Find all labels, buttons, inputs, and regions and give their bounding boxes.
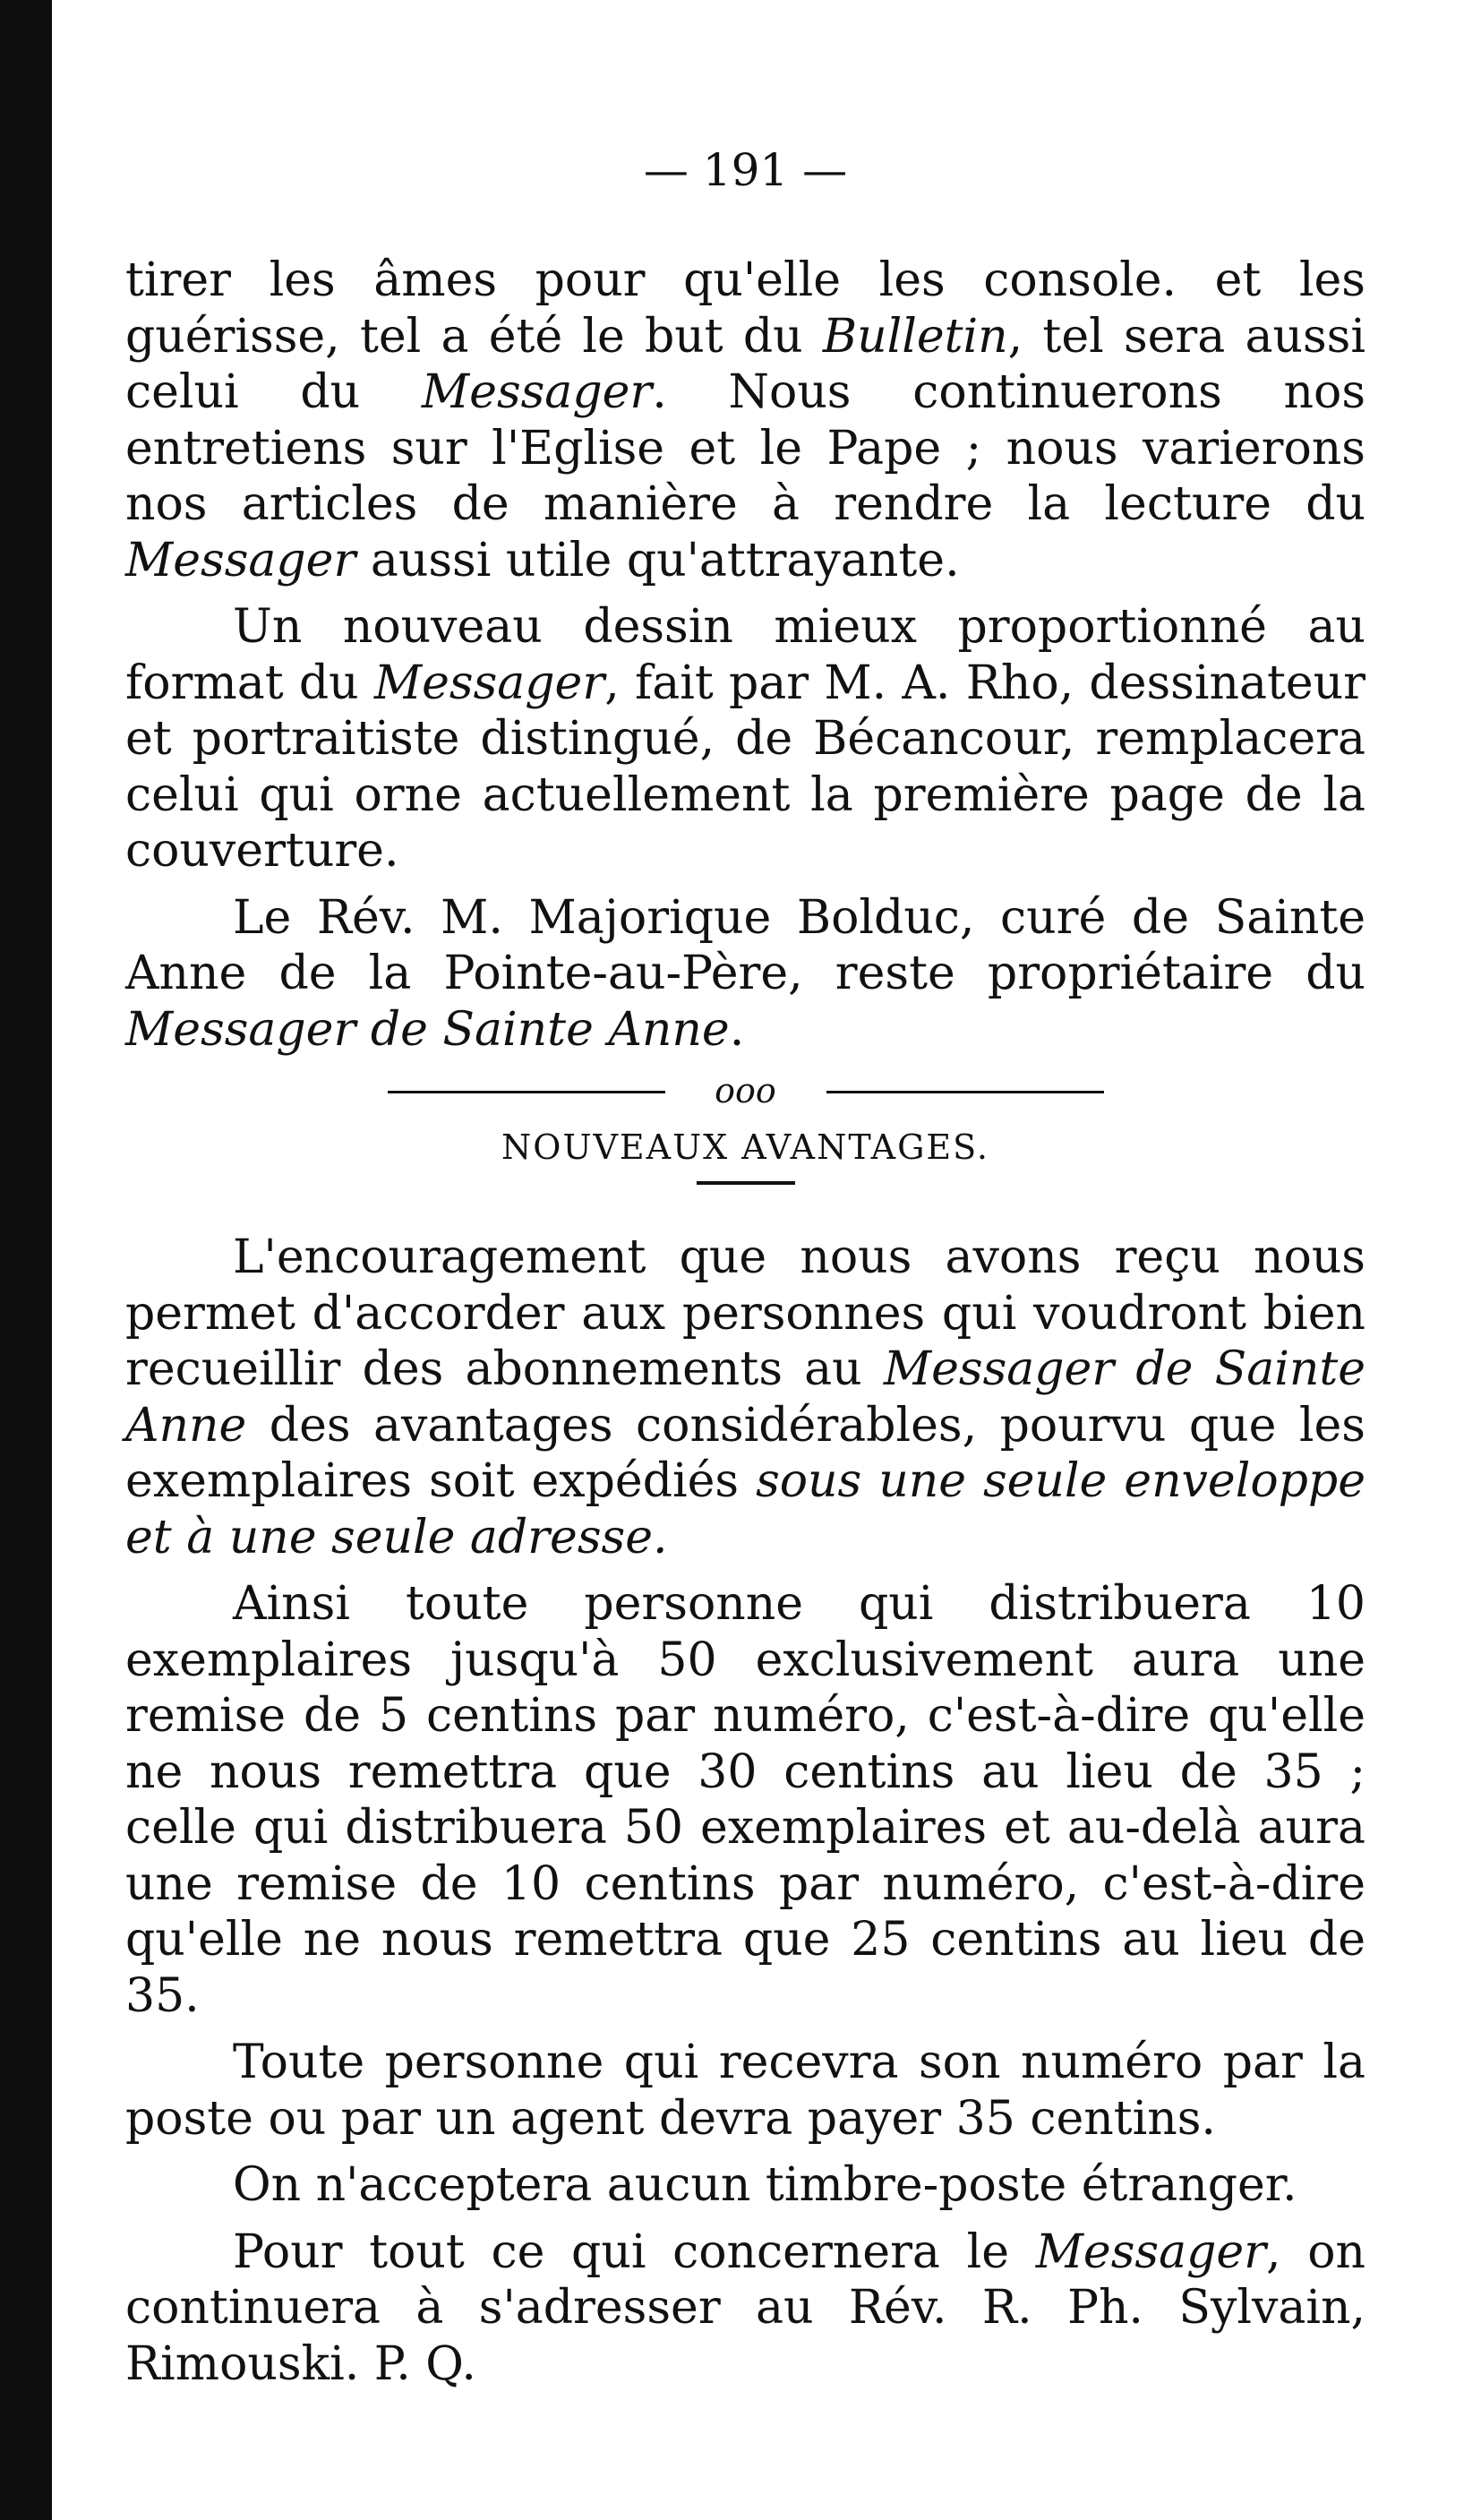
- paragraph: [125, 2035, 1365, 2147]
- text-run: . Nous continuerons nos entretiens sur l'Eglise et le Pape ; nous varierons nos articles de manière à rendre la lecture du: [125, 365, 1366, 531]
- divider-line-right: [826, 1091, 1104, 1093]
- paragraph: [125, 599, 1365, 879]
- text-run: L'encouragement que nous avons reçu nous permet d'accorder aux personnes qui voudront bien recueillir des abonnements au: [125, 1230, 1365, 1396]
- section-divider: [388, 1068, 1104, 1113]
- heading-underline: [697, 1181, 795, 1185]
- italic-text: Messager: [421, 365, 653, 419]
- text-run: Le Rév. M. Majorique Bolduc, curé de Sainte Anne de la Pointe-au-Père, reste propriétaire du: [125, 890, 1365, 1000]
- section-heading: NOUVEAUX AVANTAGES.: [501, 1127, 989, 1167]
- italic-text: Bulletin: [822, 309, 1008, 364]
- italic-text: Messager: [125, 533, 356, 587]
- text-run: tirer les âmes pour qu'elle les console. et les guérisse, tel a été le but du: [125, 253, 1365, 364]
- text-run: , on continuera à s'adresser au Rév. R. Ph. Sylvain, Rimouski. P. Q.: [125, 2224, 1366, 2391]
- text-run: , tel sera aussi celui du: [125, 309, 1365, 419]
- scan-edge-shadow: [0, 0, 52, 2520]
- paragraph: [125, 2157, 1365, 2214]
- paragraph: [125, 2224, 1365, 2393]
- paragraph: [125, 253, 1365, 588]
- paragraph: [125, 1576, 1365, 2024]
- document-page: [125, 134, 1365, 2392]
- top-paragraphs: [125, 253, 1365, 1058]
- divider-ornament: ooo: [715, 1071, 776, 1110]
- page-number: — 191 —: [643, 144, 848, 196]
- text-run: , fait par M. A. Rho, dessinateur et portraitiste distingué, de Bécancour, remplacera celui qui orne actuellement la première page de la couverture.: [125, 656, 1365, 878]
- text-run: Un nouveau dessin mieux proportionné au format du: [125, 600, 1365, 710]
- text-run: Ainsi toute personne qui distribuera 10 exemplaires jusqu'à 50 exclusivement aura une remise de 5 centins par numéro, c'est-à-dire qu'elle ne nous remettra que 30 centins au lieu de 35 ; celle qui distribuera 50 exemplaires et au-delà aura une remise de 10 centins par numéro, c'est-à-dire qu'elle ne nous remettra que 25 centins au lieu de 35.: [125, 1577, 1365, 2023]
- italic-text: Messager de Sainte Anne: [125, 1342, 1365, 1453]
- italic-text: Messager: [373, 656, 605, 710]
- italic-text: Messager: [1035, 2224, 1266, 2279]
- paragraph: [125, 1230, 1365, 1565]
- text-run: Pour tout ce qui concernera le: [233, 2224, 1036, 2279]
- italic-text: sous une seule enveloppe et à une seule adresse.: [125, 1454, 1365, 1564]
- text-run: aussi utile qu'attrayante.: [355, 533, 960, 587]
- text-run: On n'acceptera aucun timbre-poste étranger.: [233, 2158, 1297, 2212]
- bottom-paragraphs: [125, 1230, 1365, 2392]
- text-run: Toute personne qui recevra son numéro par la poste ou par un agent devra payer 35 centins.: [125, 2036, 1365, 2146]
- text-run: des avantages considérables, pourvu que les exemplaires soit expédiés: [125, 1398, 1365, 1508]
- paragraph: [125, 890, 1365, 1059]
- text-run: .: [729, 1002, 745, 1057]
- italic-text: Messager de Sainte Anne: [125, 1002, 730, 1057]
